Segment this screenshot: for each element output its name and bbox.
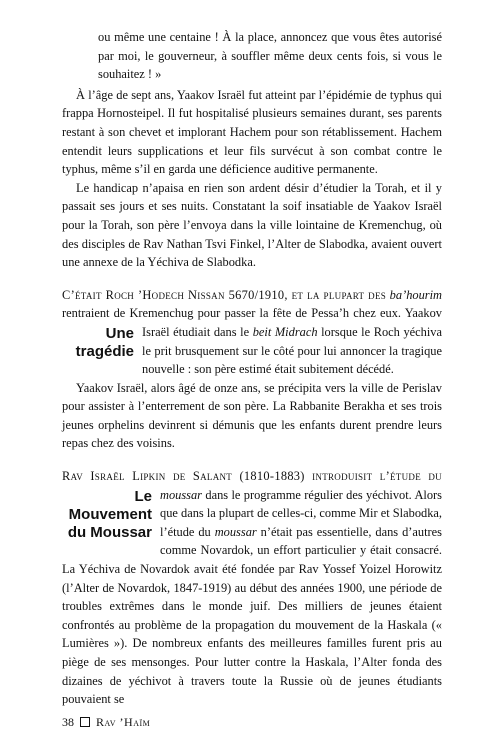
sidehead-moussar — [62, 488, 152, 542]
sidehead-tragedy — [62, 325, 134, 361]
term-moussar-2: moussar — [214, 524, 257, 539]
term-bahourim: ba’hourim — [389, 287, 442, 302]
section-tragedy-text-a: rentraient de Kremenchug pour passer la fête de Pessa’h chez eux. Yaakov Israël étudiait dans le — [62, 306, 442, 339]
page-body — [62, 28, 442, 709]
running-title: Rav ’Haïm — [96, 715, 151, 729]
quote-paragraph: ou même une centaine ! À la place, annoncez que vous êtes autorisé par moi, le gouverneur, à souffler même deux cents fois, si vous le souhaitez ! » — [98, 30, 442, 82]
section-moussar — [62, 467, 442, 709]
sidehead-moussar-line1: Le — [134, 487, 152, 505]
sidehead-moussar-line2: Mouvement — [68, 505, 152, 523]
paragraph-torah-study: Le handicap n’apaisa en rien son ardent désir d’étudier la Torah, et il y passait ses jours et ses nuits. Constatant la soif insatiable de Yaakov Israël pour la Torah, son père l’envoya dans la ville lointaine de Kremenchug, où des disciples de Rav Nathan Tsvi Finkel, l’Alter de Slabodka, avaient ouvert une annexe de la Yéchiva de Slabodka. — [62, 180, 442, 270]
sidehead-tragedy-line1: Une — [105, 324, 134, 342]
section-tragedy — [62, 286, 442, 453]
section-tragedy-text-b: lorsque le Roch yéchiva le prit brusquement sur le côté pour lui annoncer la tragique nouvelle : son père estimé était subitement décédé. — [142, 324, 442, 377]
section-moussar-text-a: dans le programme régulier des yéchivot. Alors que dans la plupart de celles-ci, comme Mir et Slabodka, l’étude du — [160, 487, 442, 539]
term-moussar-1: moussar — [160, 487, 202, 502]
section-tragedy-lead: C’était Roch ’Hodech Nissan 5670/1910, et la plupart des — [62, 287, 387, 302]
paragraph-funeral: Yaakov Israël, alors âgé de onze ans, se précipita vers la ville de Perislav pour assister à l’enterrement de son père. La Rabbanite Berakha et ses trois jeunes orphelins devinrent si démunis que les enfants durent prendre leurs repas chez des voisins. — [62, 380, 442, 451]
paragraph-illness: À l’âge de sept ans, Yaakov Israël fut atteint par l’épidémie de typhus qui frappa Hornosteipel. Il fut hospitalisé plusieurs semaines durant, ses parents restant à son chevet et implorant Hachem pour son rétablissement. Hachem entendit leurs supplications et leur fils survécut à son combat contre le typhus, même s’il en garda une déficience auditive permanente. — [62, 87, 442, 177]
square-separator-icon — [80, 717, 90, 727]
sidehead-moussar-line3: du Moussar — [67, 523, 152, 541]
section-moussar-lead: Rav Israël Lipkin de Salant (1810-1883) introduisit l’étude du — [62, 469, 442, 484]
sidehead-tragedy-line2: tragédie — [75, 342, 134, 360]
section-moussar-paragraph — [62, 467, 442, 709]
term-beit-midrach: beit Midrach — [252, 324, 318, 339]
section-tragedy-paragraph — [62, 286, 442, 379]
page-number: 38 — [62, 715, 74, 729]
section-moussar-text-b: n’était pas essentielle, dans d’autres comme Novardok, un effort particulier y était consacré. La Yéchiva de Novardok avait été fondée par Rav Yossef Yoizel Horowitz (l’Alter de Novardok, 1847-1919) au début des années 1900, une période de troubles extrêmes dans le monde juif. Des milliers de jeunes étaient confrontés au problème de la propagation du mouvement de la Haskala (« Lumières »). De nombreux enfants des meilleures familles furent pris au piège de ses mensonges. Pour lutter contre la Haskala, l’Alter fonda des dizaines de yéchivot à travers toute la Russie où de jeunes étudiants pouvaient se — [62, 524, 442, 707]
page-footer — [62, 715, 150, 729]
